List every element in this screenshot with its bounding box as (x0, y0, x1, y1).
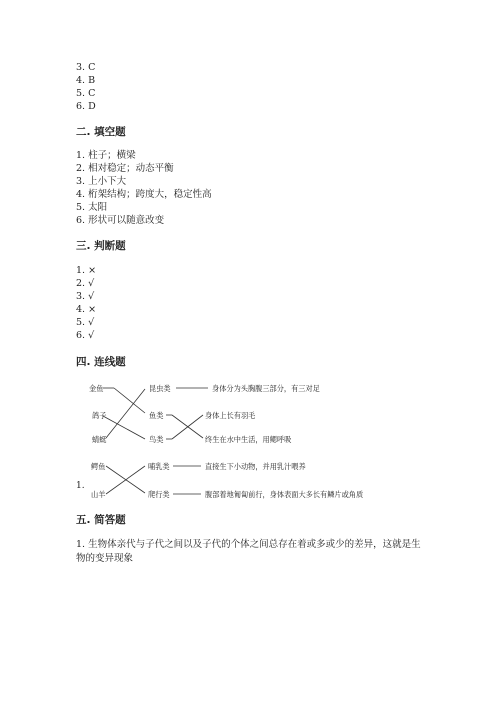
judge-answer-5: 5. √ (76, 317, 95, 328)
section-title-true-false: 三. 判断题 (76, 240, 126, 252)
choice-answer-4: 4. B (76, 75, 96, 86)
animal-goat: 山羊 (91, 490, 106, 499)
class-bird: 鸟类 (149, 435, 164, 444)
trait-bird: 身体上长有羽毛 (205, 411, 256, 420)
trait-insect: 身体分为头胸腹三部分，有三对足 (212, 384, 320, 393)
link-line (103, 416, 145, 439)
animal-crocodile: 鳄鱼 (91, 462, 106, 471)
link-line (114, 388, 145, 413)
class-mammal: 哺乳类 (148, 462, 170, 471)
fill-answer-3: 3. 上小下大 (76, 176, 127, 187)
question-number: 1. (76, 481, 85, 491)
fill-answer-6: 6. 形状可以随意改变 (76, 215, 165, 226)
judge-answer-1: 1. × (76, 265, 97, 276)
section-title-short-answer: 五. 简答题 (76, 514, 126, 526)
animal-goldfish: 金鱼 (89, 384, 104, 393)
trait-mammal: 直接生下小动物，并用乳汁喂养 (205, 462, 306, 471)
section-title-fill-blank: 二. 填空题 (76, 126, 126, 138)
fill-answer-2: 2. 相对稳定；动态平衡 (76, 163, 174, 174)
trait-fish: 终生在水中生活，用鳃呼吸 (205, 435, 292, 444)
choice-answer-6: 6. D (76, 101, 96, 112)
judge-answer-2: 2. √ (76, 278, 95, 289)
fill-answer-4: 4. 桁架结构；跨度大，稳定性高 (76, 189, 212, 200)
fill-answer-1: 1. 柱子；横梁 (76, 150, 136, 161)
choice-answer-5: 5. C (76, 88, 96, 99)
section-title-matching: 四. 连线题 (76, 356, 126, 368)
animal-dragonfly: 蜻蜓 (92, 435, 107, 444)
animal-pigeon: 鸽子 (92, 411, 107, 420)
class-reptile: 爬行类 (148, 490, 170, 499)
class-insect: 昆虫类 (149, 384, 171, 393)
judge-answer-3: 3. √ (76, 291, 95, 302)
judge-answer-4: 4. × (76, 304, 97, 315)
class-fish: 鱼类 (149, 411, 164, 420)
short-answer-1: 1. 生物体亲代与子代之间以及子代的个体之间总存在着或多或少的差异，这就是生物的变异现象 (76, 539, 421, 564)
judge-answer-6: 6. √ (76, 330, 95, 341)
fill-answer-5: 5. 太阳 (76, 202, 108, 213)
choice-answer-3: 3. C (76, 62, 96, 73)
trait-reptile: 腹部着地匍匐前行，身体表面大多长有鳞片或角质 (205, 490, 364, 499)
link-line (106, 389, 145, 438)
